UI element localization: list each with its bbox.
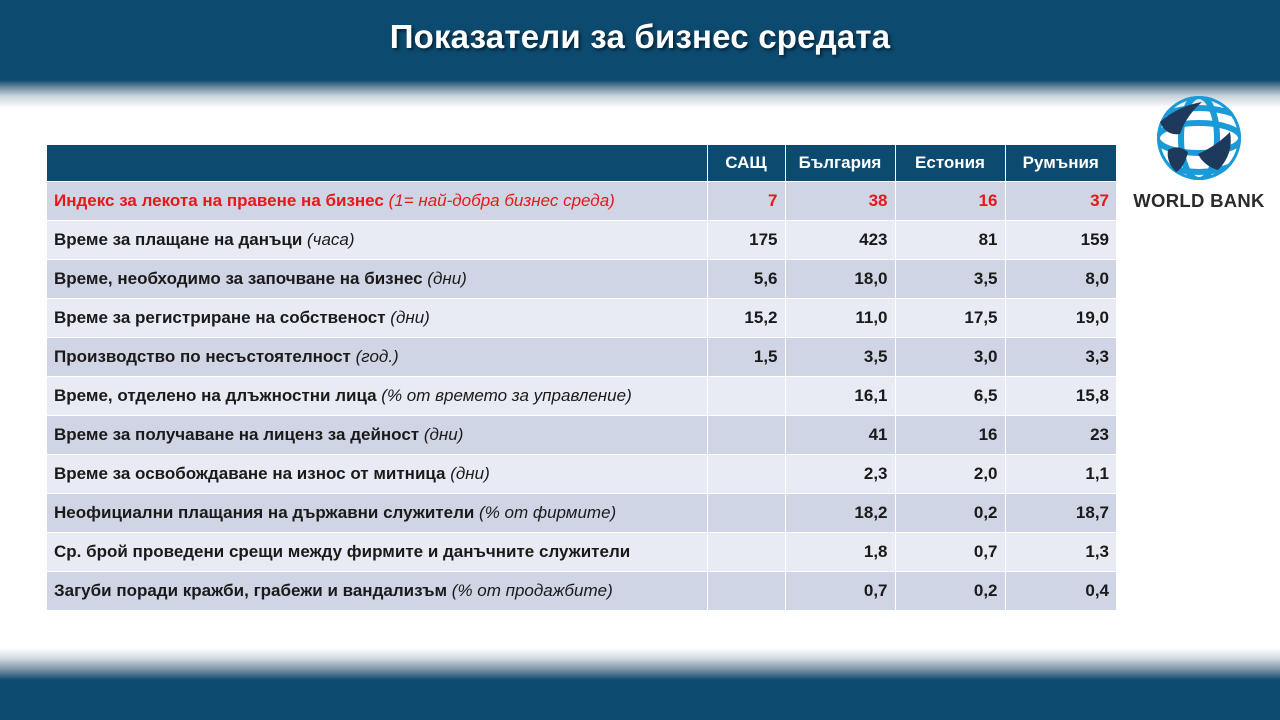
value-cell: 2,3 xyxy=(785,455,895,494)
world-bank-globe-icon xyxy=(1146,92,1252,184)
value-cell xyxy=(707,416,785,455)
indicator-label-cell xyxy=(47,533,707,572)
indicator-label: Производство по несъстоятелност xyxy=(54,347,351,366)
indicator-unit: (% от продажбите) xyxy=(447,581,613,600)
value-cell: 16,1 xyxy=(785,377,895,416)
value-cell: 0,2 xyxy=(895,572,1005,611)
value-cell: 0,2 xyxy=(895,494,1005,533)
indicator-label-cell xyxy=(47,416,707,455)
value-cell: 1,3 xyxy=(1005,533,1116,572)
value-cell: 3,5 xyxy=(785,338,895,377)
indicator-label: Време, необходимо за започване на бизнес xyxy=(54,269,423,288)
value-cell: 18,2 xyxy=(785,494,895,533)
indicator-label: Загуби поради кражби, грабежи и вандализъм xyxy=(54,581,448,600)
value-cell: 6,5 xyxy=(895,377,1005,416)
value-cell: 3,5 xyxy=(895,260,1005,299)
value-cell: 159 xyxy=(1005,221,1116,260)
column-header: Румъния xyxy=(1005,145,1116,182)
value-cell: 11,0 xyxy=(785,299,895,338)
indicator-label-cell xyxy=(47,260,707,299)
value-cell xyxy=(707,377,785,416)
value-cell xyxy=(707,572,785,611)
indicator-label-cell xyxy=(47,572,707,611)
value-cell: 16 xyxy=(895,182,1005,221)
world-bank-logo xyxy=(1124,92,1274,217)
indicator-unit: (дни) xyxy=(385,308,430,327)
value-cell: 3,3 xyxy=(1005,338,1116,377)
value-cell: 3,0 xyxy=(895,338,1005,377)
value-cell: 0,7 xyxy=(895,533,1005,572)
value-cell: 1,1 xyxy=(1005,455,1116,494)
value-cell: 5,6 xyxy=(707,260,785,299)
value-cell: 7 xyxy=(707,182,785,221)
indicator-label-cell xyxy=(47,455,707,494)
table-row xyxy=(47,533,1116,572)
value-cell: 0,4 xyxy=(1005,572,1116,611)
indicator-label: Време за получаване на лиценз за дейност xyxy=(54,425,420,444)
indicator-label-cell xyxy=(47,221,707,260)
value-cell: 18,0 xyxy=(785,260,895,299)
indicator-label: Време за регистриране на собственост xyxy=(54,308,386,327)
column-header: САЩ xyxy=(707,145,785,182)
value-cell: 19,0 xyxy=(1005,299,1116,338)
table-row xyxy=(47,221,1116,260)
value-cell: 15,8 xyxy=(1005,377,1116,416)
footer-band xyxy=(0,648,1280,720)
table-header-row xyxy=(47,145,1116,182)
business-indicators-table xyxy=(47,145,1116,610)
value-cell: 16 xyxy=(895,416,1005,455)
value-cell xyxy=(707,494,785,533)
value-cell: 37 xyxy=(1005,182,1116,221)
indicator-unit: (год.) xyxy=(350,347,399,366)
value-cell: 0,7 xyxy=(785,572,895,611)
value-cell: 41 xyxy=(785,416,895,455)
value-cell: 2,0 xyxy=(895,455,1005,494)
value-cell: 8,0 xyxy=(1005,260,1116,299)
indicator-unit: (дни) xyxy=(419,425,464,444)
table-row xyxy=(47,260,1116,299)
table-row xyxy=(47,182,1116,221)
indicator-unit: (% от времето за управление) xyxy=(376,386,632,405)
indicator-label-cell xyxy=(47,338,707,377)
value-cell: 23 xyxy=(1005,416,1116,455)
value-cell: 15,2 xyxy=(707,299,785,338)
indicator-unit: (дни) xyxy=(445,464,490,483)
value-cell xyxy=(707,533,785,572)
value-cell: 18,7 xyxy=(1005,494,1116,533)
value-cell: 1,8 xyxy=(785,533,895,572)
value-cell: 17,5 xyxy=(895,299,1005,338)
table-row xyxy=(47,494,1116,533)
indicator-label: Време за плащане на данъци xyxy=(54,230,303,249)
indicator-label-cell xyxy=(47,182,707,221)
value-cell xyxy=(707,455,785,494)
world-bank-wordmark: WORLD BANK xyxy=(1133,190,1265,211)
indicator-label: Неофициални плащания на държавни служители xyxy=(54,503,475,522)
indicator-label-cell xyxy=(47,494,707,533)
indicator-unit: (часа) xyxy=(302,230,355,249)
indicator-label: Време, отделено на длъжностни лица xyxy=(54,386,377,405)
slide-title: Показатели за бизнес средата xyxy=(389,18,891,55)
value-cell: 175 xyxy=(707,221,785,260)
indicator-unit: (% от фирмите) xyxy=(474,503,617,522)
table-row xyxy=(47,572,1116,611)
indicator-unit: (1= най-добра бизнес среда) xyxy=(383,191,615,210)
table-row xyxy=(47,338,1116,377)
column-header: Естония xyxy=(895,145,1005,182)
indicator-label: Индекс за лекота на правене на бизнес xyxy=(54,191,384,210)
column-header: България xyxy=(785,145,895,182)
indicator-label: Ср. брой проведени срещи между фирмите и данъчните служители xyxy=(54,542,631,561)
value-cell: 81 xyxy=(895,221,1005,260)
indicator-label: Време за освобождаване на износ от митница xyxy=(54,464,446,483)
value-cell: 1,5 xyxy=(707,338,785,377)
indicator-unit: (дни) xyxy=(422,269,467,288)
indicator-label-cell xyxy=(47,377,707,416)
table-row xyxy=(47,299,1116,338)
value-cell: 423 xyxy=(785,221,895,260)
header-indicator-cell xyxy=(47,145,707,182)
value-cell: 38 xyxy=(785,182,895,221)
table-row xyxy=(47,455,1116,494)
table-row xyxy=(47,377,1116,416)
indicator-label-cell xyxy=(47,299,707,338)
table-row xyxy=(47,416,1116,455)
